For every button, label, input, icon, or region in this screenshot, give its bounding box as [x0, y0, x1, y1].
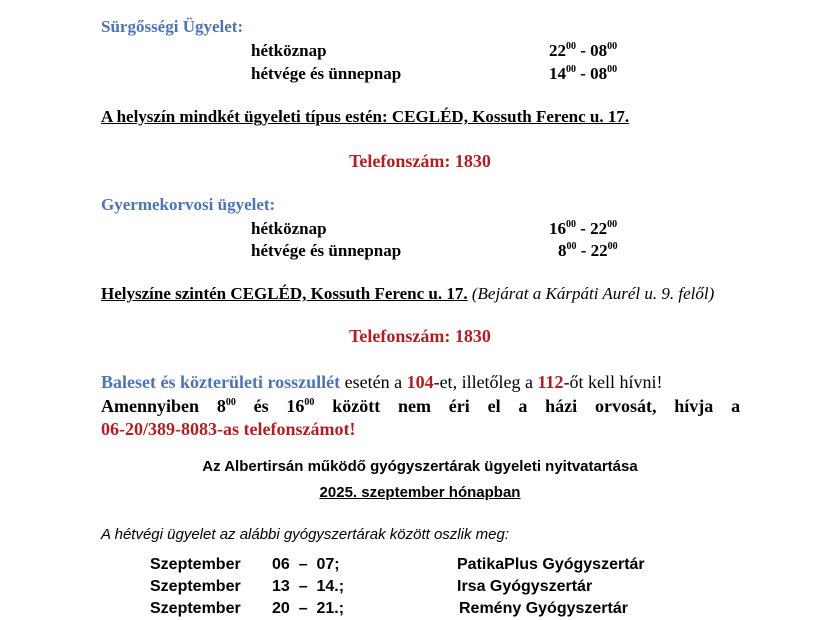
pharmacy-month-heading: 2025. szeptember hónapban — [319, 484, 521, 501]
list-item-dates: 13 – 14.; — [272, 578, 345, 595]
doctor-notice-line: Amennyiben $8^{00}$ és $16^{00}$ között nem éri el a házi orvosát, hívja a — [101, 396, 741, 416]
phone-number-2: Telefonszám: 1830 — [349, 326, 491, 346]
emergency-title: Sürgősségi Ügyelet: — [101, 17, 244, 36]
pediatric-weekend-label: hétvége és ünnepnap — [251, 241, 402, 260]
emergency-weekday-label: hétköznap — [251, 41, 327, 60]
location-both: A helyszín mindkét ügyeleti típus estén: CEGLÉD, Kossuth Ferenc u. 17. — [101, 107, 630, 126]
pediatric-weekday-hours: $16^{00} - 22^{00}$ — [549, 219, 618, 238]
list-item: Szeptember — [150, 600, 241, 617]
emergency-weekday-hours: $22^{00} - 08^{00}$ — [549, 41, 618, 60]
list-item-dates: 06 – 07; — [272, 556, 340, 573]
emergency-weekend-hours: $14^{00} - 08^{00}$ — [549, 64, 618, 83]
accident-highlight: Baleset és közterületi rosszullét — [101, 372, 341, 392]
accident-line: Baleset és közterületi rosszullét esetén a 104-et, illetőleg a 112-őt kell hívni! — [101, 372, 663, 392]
list-item-pharmacy: Remény Gyógyszertár — [459, 600, 628, 617]
emergency-number-112: 112 — [537, 372, 564, 392]
doctor-phone: 06-20/389-8083-as telefonszámot! — [101, 419, 356, 439]
list-item-dates: 20 – 21.; — [272, 600, 345, 617]
phone-number-1: Telefonszám: 1830 — [349, 151, 491, 171]
list-item: Szeptember — [150, 578, 241, 595]
list-item: Szeptember — [150, 556, 241, 573]
pharmacy-intro: A hétvégi ügyelet az alábbi gyógyszertárak között oszlik meg: — [101, 526, 509, 543]
pediatric-weekend-hours: $8^{00} - 22^{00}$ — [558, 241, 618, 260]
pediatric-weekday-label: hétköznap — [251, 219, 327, 238]
list-item-pharmacy: Irsa Gyógyszertár — [457, 578, 593, 595]
location-pediatric-main: Helyszíne szintén CEGLÉD, Kossuth Ferenc u. 17. — [101, 284, 468, 303]
location-pediatric-note: (Bejárat a Kárpáti Aurél u. 9. felől) — [471, 284, 715, 303]
pediatric-title: Gyermekorvosi ügyelet: — [101, 195, 276, 214]
emergency-weekend-label: hétvége és ünnepnap — [251, 64, 402, 83]
emergency-number-104: 104 — [406, 372, 434, 392]
location-pediatric — [101, 284, 714, 304]
pharmacy-heading: Az Albertirsán működő gyógyszertárak ügyeleti nyitvatartása — [202, 458, 638, 475]
list-item-pharmacy: PatikaPlus Gyógyszertár — [457, 556, 645, 573]
